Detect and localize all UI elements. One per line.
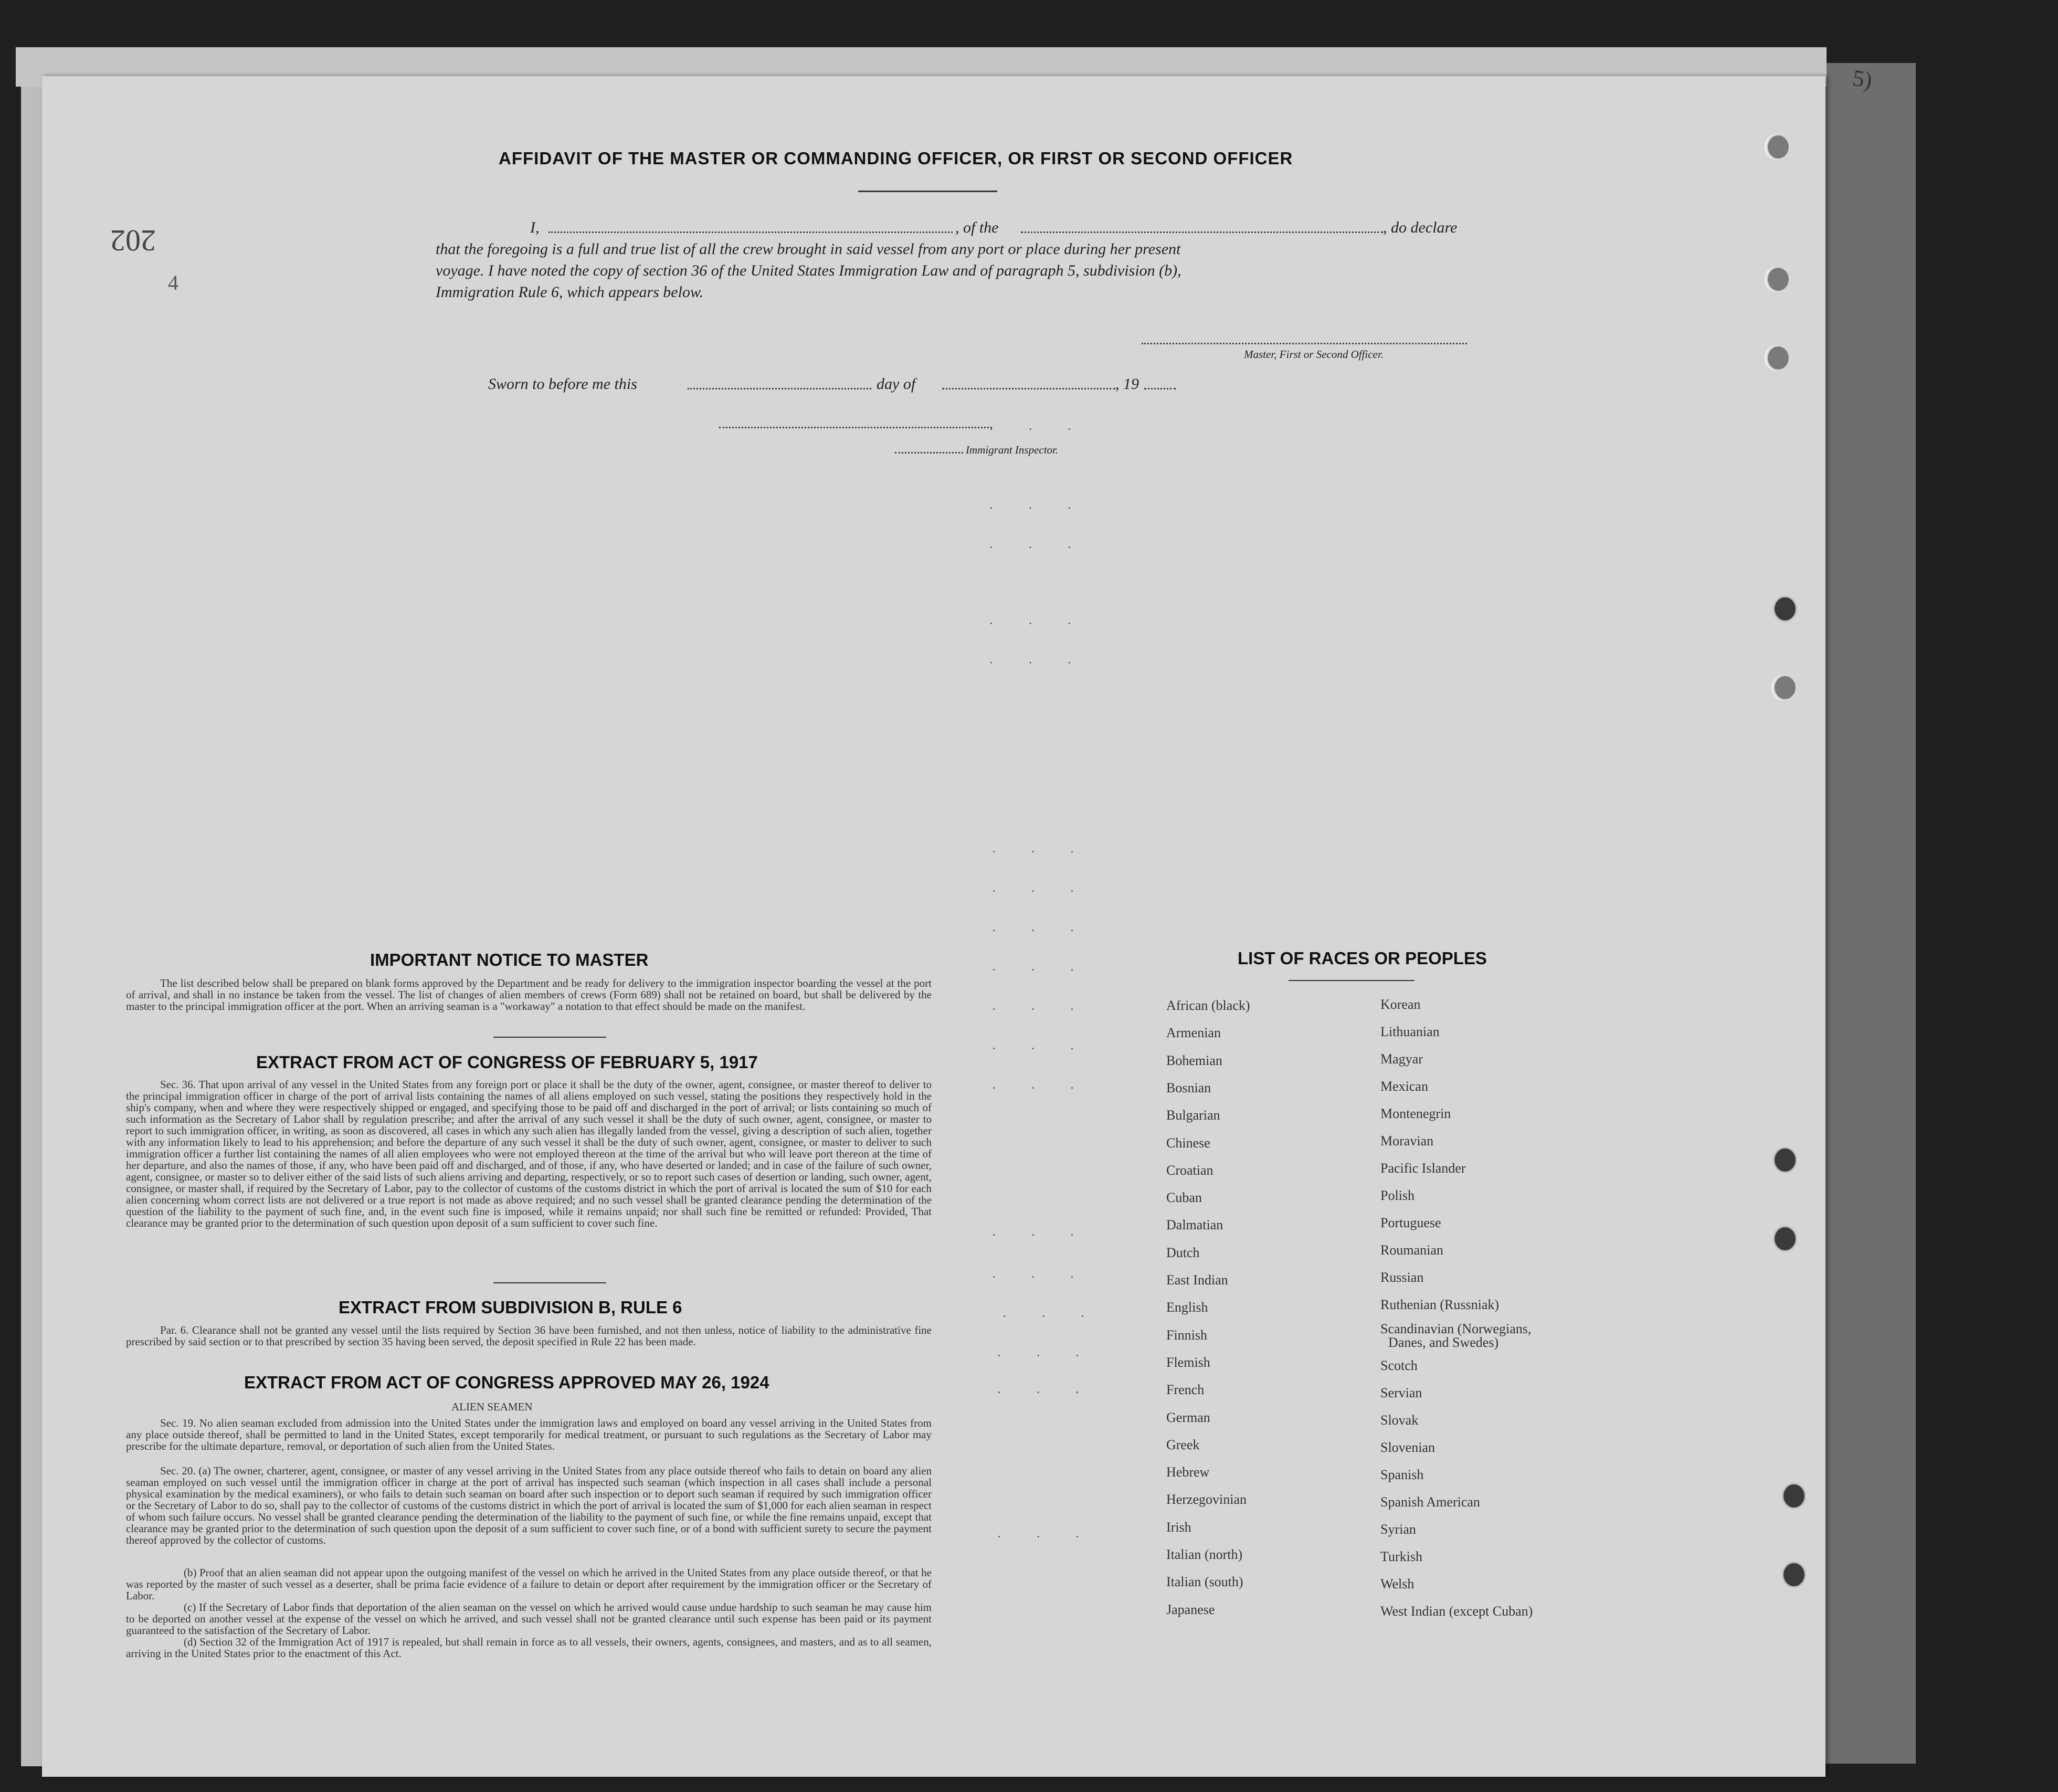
corner-handwritten-mark: 5) [1851,65,1874,93]
race-item: German [1166,1409,1210,1425]
notice-rule [493,1037,606,1038]
race-item: Italian (south) [1166,1574,1243,1590]
sworn-month-line [942,388,1115,389]
race-item: Dalmatian [1166,1217,1223,1233]
rule6-body: Par. 6. Clearance shall not be granted any vessel until the lists required by Section 36 have been furnished, and not then unless, notice of liability to the administrative fine prescribed by said section or to that prescribed by section 35 having been served, the deposit specified in Rule 22 has been made. [126,1324,932,1348]
race-item: Ruthenian (Russniak) [1380,1297,1500,1312]
race-item: Chinese [1166,1135,1210,1151]
column-dots: . . . [992,1265,1090,1281]
sworn-year-line [1144,388,1176,389]
race-item: Polish [1380,1188,1415,1203]
race-item: Turkish [1380,1549,1422,1564]
race-item: French [1166,1382,1205,1398]
races-title-rule [1289,980,1415,981]
notice-body: The list described below shall be prepared on blank forms approved by the Department and be ready for delivery to the immigration inspector boarding the vessel at the port of arrival, and shall in no instance be taken from the vessel. The list of changes of alien members of crews (Form 689) shall not be retained on board, but shall be delivered by the master to the principal immigration officer at the port. When an arriving seaman is a "workaway" a notation to that effect should be made on the manifest. [126,977,932,1013]
column-dots: . . . [992,1037,1090,1052]
column-dots: . . . [989,417,1088,433]
name-field-line [548,231,953,233]
race-item: Roumanian [1380,1242,1443,1258]
column-dots: . . . [997,1380,1095,1396]
column-dots: . . . [997,1344,1095,1359]
race-item: Danes, and Swedes) [1388,1335,1499,1350]
column-dots: . . . [989,535,1088,551]
affidavit-line4: Immigration Rule 6, which appears below. [436,283,704,301]
binder-hole [1782,1483,1806,1509]
race-item: Portuguese [1380,1215,1441,1230]
race-item: Mexican [1380,1079,1428,1094]
affidavit-declare: , do declare [1383,219,1458,236]
race-item: Scotch [1380,1358,1418,1373]
extract-1917-body: Sec. 36. That upon arrival of any vessel in the United States from any foreign port or place it shall be the duty of the owner, agent, consignee, or master thereof to deliver to the principal immigration officer in charge of the port of arrival lists containing the names of all aliens employed on such vessel, stating the positions they respectively hold in the ship's company, when and where they were respectively shipped or engaged, and specifying those to be paid off and discharged in the port of arrival; or lists containing so much of such information as the Secretary of Labor shall by regulation prescribe; and after the arrival of any such vessel it shall be the duty of such owner, agent, consignee, or master to report to such immigration officer, in writing, as soon as discovered, all cases in which any such alien has illegally landed from the vessel, giving a description of such alien, together with any information likely to lead to his apprehension; and before the departure of any such vessel it shall be the duty of such owner, agent, consignee, or master to deliver to such immigration officer a further list containing the names of all alien employees who were not employed thereon at the time of the arrival but who will leave port thereon at the time of her departure, and also the names of those, if any, who have been paid off and discharged, and of those, if any, who have deserted or landed; and in case of the failure of such owner, agent, consignee, or master so to deliver either of the said lists of such aliens arriving and departing, respectively, or so to report such cases of desertion or landing, such owner, agent, consignee, or master shall, if required by the Secretary of Labor, pay to the collector of customs of the customs district in which the port of arrival is located the sum of $10 for each alien concerning whom correct lists are not delivered or a true report is not made as above required; and no such vessel shall be granted clearance pending the determination of the question of the liability to the payment of such fine, and, in the event such fine is imposed, while it remains unpaid; nor shall such fine be remitted or refunded: Provided, That clearance may be granted prior to the determination of such question upon deposit of a sum sufficient to cover such fine. [126,1078,932,1229]
race-item: Montenegrin [1380,1106,1451,1121]
day-of-text: day of [877,375,916,393]
binder-hole [1773,1226,1797,1252]
sworn-line [488,375,1223,396]
race-item: Japanese [1166,1601,1215,1617]
binder-hole [1773,596,1797,622]
race-item: English [1166,1300,1208,1315]
column-dots: . . . [992,840,1090,856]
binder-hole [1766,345,1790,371]
race-item: Bosnian [1166,1080,1211,1095]
margin-handwritten-number: 202 [110,224,156,258]
affidavit-line3: voyage. I have noted the copy of section 36 of the United States Immigration Law and of paragraph 5, subdivision (b), [436,262,1181,279]
extract-1924-sec20a: Sec. 20. (a) The owner, charterer, agent, consignee, or master of any vessel arriving in the United States from any place outside thereof who fails to detain on board any alien seaman employed on such vessel until the immigration officer in charge at the port of arrival has inspected such seaman (which inspection in all cases shall include a personal physical examination by the medical examiners), or who fails to detain such seaman on board after such inspection or to deport such seaman if required by such immigration officer or the Secretary of Labor to do so, shall pay to the collector of customs of the customs district in which the port of arrival is located the sum of $1,000 for each alien seaman in respect of whom such failure occurs. No vessel shall be granted clearance pending the determination of the liability to the payment of such fine, or while the fine remains unpaid, except that clearance may be granted prior to the determination of such question upon the deposit of a sum sufficient to cover such fine, or of a bond with sufficient surety to secure the payment thereof approved by the collector of customs. [126,1464,932,1546]
column-dots: . . . [989,612,1088,627]
race-item: Dutch [1166,1245,1200,1260]
sworn-text: Sworn to before me this [488,375,637,393]
extract-1924-sec20c: (c) If the Secretary of Labor finds that deportation of the alien seaman on the vessel on which he arrived would cause undue hardship to such seaman he may cause him to be deported on another vessel at the expense of the vessel on which he arrived, and such vessel shall not be granted clearance until such expense has been paid or its payment guaranteed to the satisfaction of the Secretary of Labor. [126,1601,932,1637]
column-dots: . . . [992,879,1090,895]
binder-hole [1773,1147,1797,1173]
race-item: Armenian [1166,1025,1221,1041]
race-item: Lithuanian [1380,1024,1440,1039]
race-item: East Indian [1166,1272,1228,1288]
race-item: Herzegovinian [1166,1492,1247,1508]
extract-1924-sec20d: (d) Section 32 of the Immigration Act of 1917 is repealed, but shall remain in force as to all vessels, their owners, agents, consignees, and masters, and as to all seamen, arriving in the United States prior to the enactment of this Act. [126,1636,932,1660]
race-item: Korean [1380,997,1421,1012]
race-item: Magyar [1380,1051,1423,1067]
margin-handwritten-mark: 4 [168,271,178,294]
race-item: Servian [1380,1385,1422,1400]
race-item: Russian [1380,1270,1424,1285]
column-dots: . . . [992,1223,1090,1239]
affidavit-line1 [436,219,1464,240]
extract-1917-title: EXTRACT FROM ACT OF CONGRESS OF FEBRUARY 5, 1917 [256,1052,758,1072]
notice-title: IMPORTANT NOTICE TO MASTER [370,950,649,969]
race-item: Hebrew [1166,1464,1210,1480]
race-item: Welsh [1380,1576,1415,1591]
races-title: LIST OF RACES OR PEOPLES [1238,948,1487,968]
column-dots: . . . [989,651,1088,667]
race-item: Slovak [1380,1412,1419,1428]
race-item: Spanish [1380,1467,1424,1482]
extract-1917-rule [493,1282,606,1283]
affidavit-title-rule [858,191,997,192]
manifest-page [42,76,1825,1777]
race-item: Croatian [1166,1162,1213,1178]
extract-1924-sec19: Sec. 19. No alien seaman excluded from admission into the United States under the immigration laws and employed on board any vessel arriving in the United States from any place outside thereof, shall be permitted to land in the United States, except temporarily for medical treatment, or pursuant to such regulations as the Secretary of Labor may prescribe for the ultimate departure, removal, or deportation of such alien from the United States. [126,1417,932,1452]
race-item: Bulgarian [1166,1108,1220,1123]
affidavit-of-the: , of the [955,219,999,236]
race-item: Syrian [1380,1522,1416,1537]
binder-hole [1766,266,1790,292]
inspector-signature-line [719,427,992,428]
column-dots: . . . [992,1076,1090,1092]
race-item: Flemish [1166,1354,1210,1370]
column-dots: . . . [989,496,1088,512]
race-item: Pacific Islander [1380,1161,1466,1176]
rule6-title: EXTRACT FROM SUBDIVISION B, RULE 6 [339,1298,682,1317]
race-item: Cuban [1166,1190,1202,1206]
signature-label: Master, First or Second Officer. [1244,348,1384,361]
binder-hole [1782,1562,1806,1588]
column-dots: . . . [992,919,1090,934]
column-dots: . . . [992,997,1090,1013]
extract-1924-title: EXTRACT FROM ACT OF CONGRESS APPROVED MAY 26, 1924 [244,1373,769,1392]
race-item: Slovenian [1380,1440,1435,1455]
sworn-day-line [688,388,871,389]
extract-1924-subtitle: ALIEN SEAMEN [451,1400,533,1413]
affidavit-title: AFFIDAVIT OF THE MASTER OR COMMANDING OFFICER, OR FIRST OR SECOND OFFICER [499,149,1293,168]
race-item: Italian (north) [1166,1547,1243,1562]
binder-hole [1766,134,1790,160]
race-item: African (black) [1166,998,1250,1013]
inspector-label-leader [895,452,963,454]
race-item: Bohemian [1166,1052,1222,1068]
affidavit-i: I, [530,219,540,236]
year-prefix-text: , 19 [1115,375,1139,393]
signature-line [1142,343,1467,344]
race-item: Greek [1166,1437,1200,1452]
race-item: Moravian [1380,1133,1434,1148]
inspector-label: Immigrant Inspector. [966,444,1059,456]
affidavit-line2: that the foregoing is a full and true list of all the crew brought in said vessel from any port or place during her present [436,240,1181,258]
vessel-field-line [1021,231,1383,233]
race-item: Scandinavian (Norwegians, [1380,1321,1532,1336]
race-item: Finnish [1166,1327,1208,1343]
column-dots: . . . [1002,1304,1101,1320]
column-dots: . . . [997,1525,1095,1541]
race-item: West Indian (except Cuban) [1380,1604,1533,1619]
column-dots: . . . [992,958,1090,974]
race-item: Spanish American [1380,1494,1480,1510]
extract-1924-sec20b: (b) Proof that an alien seaman did not appear upon the outgoing manifest of the vessel on which he arrived in the United States from any place outside thereof, or that he was reported by the master of such vessel as a deserter, shall be prima facie evidence of a failure to detain or deport after requirement by the immigration officer or the Secretary of Labor. [126,1566,932,1602]
race-item: Irish [1166,1519,1191,1535]
binder-hole [1773,674,1797,701]
